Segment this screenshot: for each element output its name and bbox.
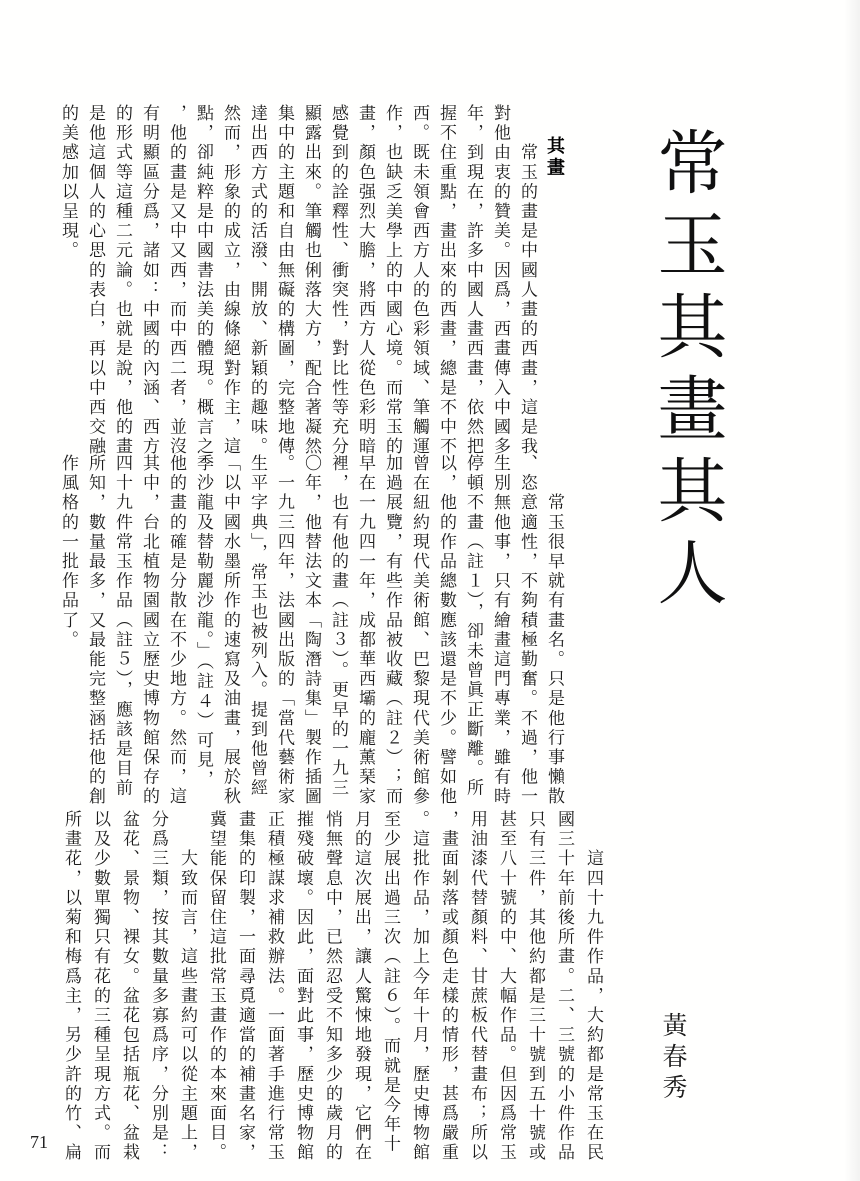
- text-column: 。這批作品，加上今年十月，歷史博物館: [410, 810, 429, 1163]
- text-column: 悄無聲息中，已然忍受不知多少的歲月的: [323, 810, 342, 1163]
- text-column: 對他由衷的贊美。因爲，西畫傳入中國多: [491, 104, 510, 457]
- text-column: 這四十九件作品，大約都是常玉在民: [584, 810, 603, 1163]
- text-column: 分爲三類，按其數量多寡爲序，分別是：: [149, 810, 168, 1163]
- text-column: 以及少數單獨只有花的三種呈現方式。而: [91, 810, 110, 1163]
- text-column: 、恣意適性，不夠積極勤奮。不過，他一: [518, 454, 537, 807]
- text-column: 加過展覽，有些作品被收藏（註２）；而: [383, 454, 402, 807]
- text-column: 所知，數量最多，又最能完整涵括他的創: [86, 454, 105, 807]
- text-column: 所畫花，以菊和梅爲主，另少許的竹、扁: [62, 810, 81, 1163]
- text-column: 停頓不畫（註１），卻未曾眞正斷離。所: [464, 454, 483, 799]
- text-column: 大致而言，這些畫約可以從主題上，: [178, 810, 197, 1163]
- text-column: 摧殘破壞。因此，面對此事，歷史博物館: [294, 810, 313, 1163]
- text-column: 。一九三四年，法國出版的「當代藝術家: [275, 454, 294, 807]
- text-column: 常玉很早就有畫名。只是他行事懶散: [545, 454, 564, 807]
- text-column: 點，卻純粹是中國書法美的體現。概言之: [194, 104, 213, 457]
- text-column: 早在一九四一年，成都華西壩的龐薰琹家: [356, 454, 375, 807]
- text-column: 「以中國水墨所作的速寫及油畫，展於秋: [221, 454, 240, 807]
- author-name: 黃春秀: [659, 1012, 686, 1105]
- text-column: 其中，台北植物園國立歷史博物館保存的: [140, 454, 159, 807]
- text-column: 感覺到的詮釋性、衝突性，對比性等充分: [329, 104, 348, 457]
- text-column: 用油漆代替顏料、甘蔗板代替畫布；所以: [468, 810, 487, 1163]
- text-column: 有明顯區分爲，諸如：中國的內涵、西方: [140, 104, 159, 457]
- text-column: 甚至八十號的中、大幅作品。但因爲常玉: [497, 810, 516, 1163]
- text-column: ，畫面剝落或顏色走樣的情形，甚爲嚴重: [439, 810, 458, 1163]
- text-column: 作風格的一批作品了。: [59, 454, 78, 650]
- section-his-fame: [55, 454, 568, 814]
- text-column: 然而，形象的成立，由線條絕對作主，這: [221, 104, 240, 457]
- text-column: 裡，也有他的畫（註３）。更早的一九三: [329, 454, 348, 799]
- text-column: 國三十年前後所畫。二、三號的小件作品: [555, 810, 574, 1163]
- text-column: 年，到現在，許多中國人畫西畫，依然把: [464, 104, 483, 457]
- text-column: 畫，顏色强烈大膽，將西方人從色彩明暗: [356, 104, 375, 457]
- text-column: 握不住重點，畫出來的西畫，總是不中不: [437, 104, 456, 457]
- text-column: 達出西方式的活潑、開放、新穎的趣味。: [248, 104, 267, 457]
- text-column: 西。既未領會西方人的色彩領域、筆觸運: [410, 104, 429, 457]
- text-column: 集中的主題和自由無礙的構圖，完整地傳: [275, 104, 294, 457]
- text-column: 至少展出過三次（註６）。而就是今年十: [381, 810, 400, 1155]
- text-column: 是他這個人的心思的表白，再以中西交融: [86, 104, 105, 457]
- text-column: ，他的畫是又中又西，而中西二者，並沒: [167, 104, 186, 457]
- page-edge-shading: [844, 0, 860, 1181]
- text-column: 顯露出來。筆觸也俐落大方，配合著凝然: [302, 104, 321, 457]
- text-column: 生平字典」，常玉也被列入。提到他曾經: [248, 454, 267, 799]
- section-his-painting: [55, 104, 568, 464]
- text-column: 作，也缺乏美學上的中國心境。而常玉的: [383, 104, 402, 457]
- text-column: 正積極謀求補救辦法。一面著手進行常玉: [265, 810, 284, 1163]
- text-column: 〇年，他替法文本「陶潛詩集」製作插圖: [302, 454, 321, 807]
- text-column: 畫集的印製，一面尋覓適當的補畫名家，: [236, 810, 255, 1163]
- text-column: 以，他的作品總數應該還是不少。譬如他: [437, 454, 456, 807]
- page-number: 71: [30, 1132, 48, 1152]
- text-column: 生別無他事，只有繪畫這門專業，雖有時: [491, 454, 510, 807]
- text-column: 的形式等這種二元論。也就是說，他的畫: [113, 104, 132, 457]
- text-column: 月的這次展出，讓人驚悚地發現，它們在: [352, 810, 371, 1163]
- text-column: 常玉的畫是中國人畫的西畫，這是我: [518, 104, 537, 457]
- text-column: 他的畫的確是分散在不少地方。然而，這: [167, 454, 186, 807]
- section-the-49-works: [57, 810, 608, 1170]
- text-column: 四十九件常玉作品（註５），應該是目前: [113, 454, 132, 799]
- article-title-calligraphy: 常玉其畫其人: [647, 126, 724, 618]
- text-column: 的美感加以呈現。: [59, 104, 78, 261]
- text-column: 季沙龍及替勒麗沙龍。」（註４）可見，: [194, 454, 213, 790]
- text-column: 曾在紐約現代美術館、巴黎現代美術館參: [410, 454, 429, 807]
- section-heading: 其畫: [545, 136, 565, 179]
- text-column: 冀望能保留住這批常玉畫作的本來面目。: [207, 810, 226, 1163]
- text-column: 只有三件，其他約都是三十號到五十號或: [526, 810, 545, 1163]
- text-column: 盆花、景物、裸女。盆花包括瓶花、盆栽: [120, 810, 139, 1163]
